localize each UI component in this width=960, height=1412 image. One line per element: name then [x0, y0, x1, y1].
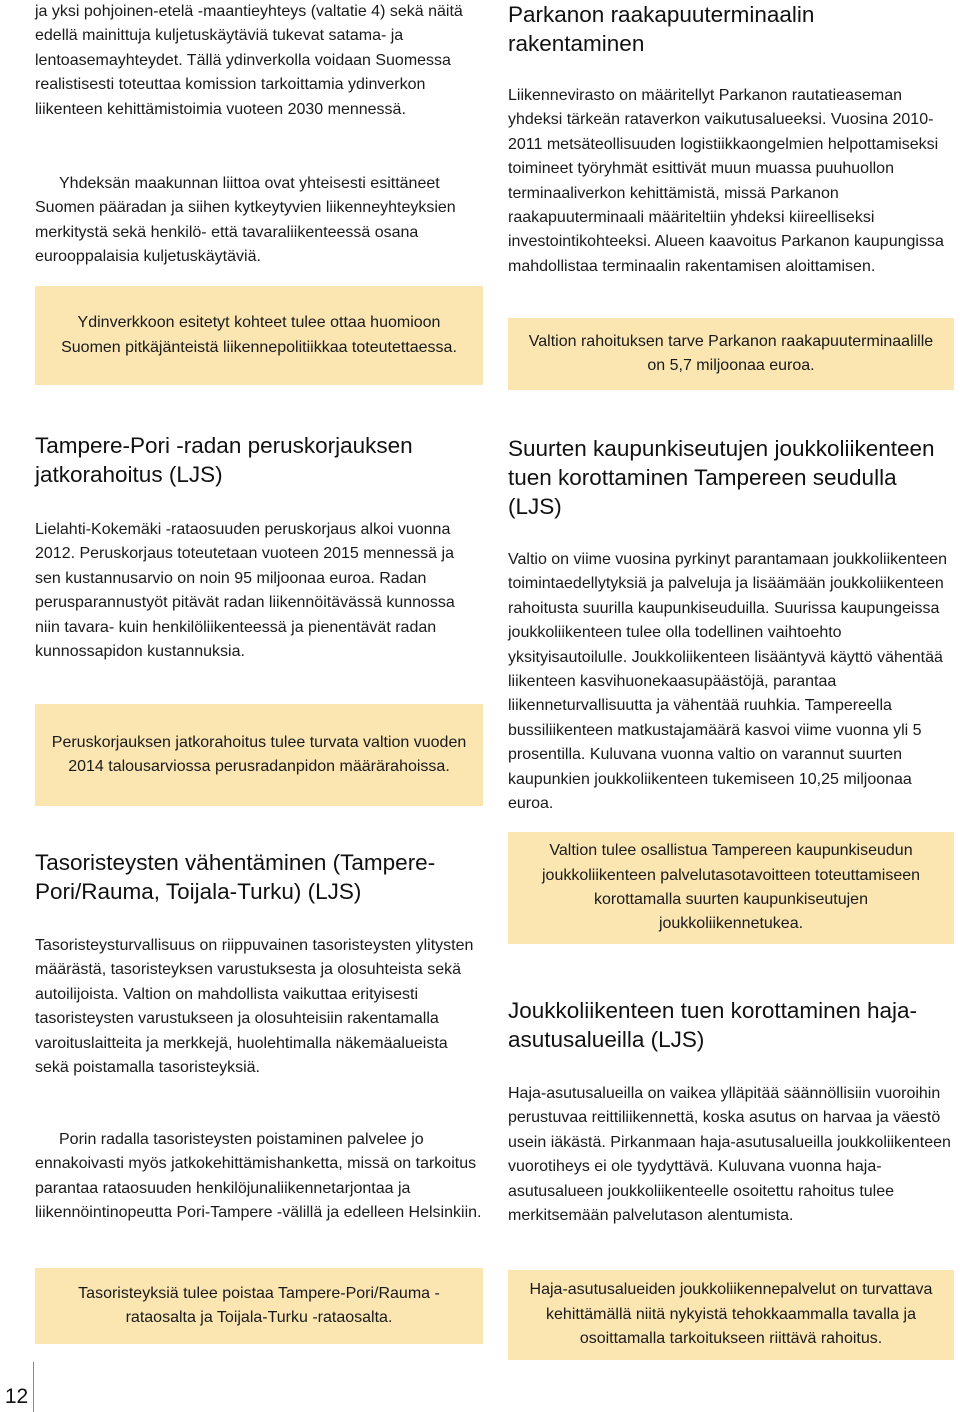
highlight-box-tampere-pori — [35, 704, 483, 806]
section-body: Haja-asutusalueilla on vaikea ylläpitää säännöllisiin vuoroihin perustuvaa reittiliikennettä, koska asutus on harvaa ja väestö usein iäkästä. Pirkanmaan haja-asutusalueilla joukkoliikenteen vuorotiheys ei ole tyydyttävä. Kuluvana vuonna haja-asutusalueen joukkoliikenteelle osoitettu rahoitus tulee merkitsemään palvelutason alentumista. — [508, 1085, 951, 1225]
highlight-box-core-network — [35, 286, 483, 385]
section-heading: Suurten kaupunkiseutujen joukkoliikenteen tuen korottaminen Tampereen seudulla (LJS) — [508, 436, 935, 519]
section-urban-transit-body — [508, 548, 954, 816]
highlight-box-rural-transit — [508, 1270, 954, 1360]
intro-text-2: Yhdeksän maakunnan liittoa ovat yhteisesti esittäneet Suomen pääradan ja siihen kytkeytyvien liikenneyhteyksien merkitystä sekä henkilö- että tavaraliikenteessä osana eurooppalaisia kuljetuskäytäviä. — [35, 175, 456, 266]
section-tampere-pori — [35, 431, 483, 489]
highlight-text: Valtion tulee osallistua Tampereen kaupunkiseudun joukkoliikenteen palvelutasotavoitteen toteuttamiseen korottamalla suurten kaupunkiseutujen joukkoliikennetukea. — [541, 842, 921, 933]
section-body: Valtio on viime vuosina pyrkinyt parantamaan joukkoliikenteen toimintaedellytyksiä ja palveluja ja lisäämään joukkoliikenteen rahoitusta suurilla kaupunkiseuduilla. Suurissa kaupungeissa joukkoliikenteen tulee olla todellinen vaihtoehto yksityisautoilulle. Joukkoliikenteen lisääntyvä käyttö vähentää liikenteen kasvihuonekaasupäästöjä, parantaa liikenneturvallisuutta ja vähentää ruuhkia. Tampereella bussiliikenteen matkustajamäärä kasvoi viime vuonna yli 5 prosentilla. Kuluvana vuonna valtio on varannut suurten kaupunkien joukkoliikenteen tukemiseen 10,25 miljoonaa euroa. — [508, 551, 948, 813]
highlight-box-parkano — [508, 318, 954, 390]
highlight-text: Haja-asutusalueiden joukkoliikennepalvelut on turvattava kehittämällä niitä nykyistä tehokkaammalla tavalla ja osoittamalla tarkoitukseen riittävä rahoitus. — [529, 1281, 933, 1348]
section-heading: Tasoristeysten vähentäminen (Tampere-Pori/Rauma, Toijala-Turku) (LJS) — [35, 850, 436, 904]
section-urban-transit — [508, 434, 954, 521]
highlight-text: Valtion rahoituksen tarve Parkanon raakapuuterminaalille on 5,7 miljoonaa euroa. — [528, 332, 934, 374]
page-number: 12 — [4, 1385, 29, 1408]
highlight-text: Tasoristeyksiä tulee poistaa Tampere-Pori/Rauma -rataosalta ja Toijala-Turku -rataosalta. — [78, 1284, 440, 1326]
intro-paragraph-2 — [35, 172, 483, 270]
section-parkano-body — [508, 84, 954, 279]
section-body-2: Porin radalla tasoristeysten poistaminen palvelee jo ennakoivasti myös jatkokehittämishanketta, missä on tarkoitus parantaa rataosuuden henkilöjunaliikennetarjontaa ja liikennöintinopeutta Pori-Tampere -välillä ja edelleen Helsinkiin. — [35, 1131, 482, 1222]
highlight-text: Ydinverkkoon esitetyt kohteet tulee ottaa huomioon Suomen pitkäjänteistä liikennepolitiikkaa toteutettaessa. — [61, 314, 457, 356]
highlight-text: Peruskorjauksen jatkorahoitus tulee turvata valtion vuoden 2014 talousarviossa perusradanpidon määrärahoissa. — [51, 733, 467, 775]
section-body: Liikennevirasto on määritellyt Parkanon rautatieaseman yhdeksi tärkeän rataverkon vaikutusalueeksi. Vuosina 2010-2011 metsäteollisuuden logistiikkaongelmien helpottamiseksi toimineet työryhmät esittivät muun muassa puuhuollon terminaaliverkon kehittämistä, missä Parkanon raakapuuterminaali määriteltiin yhdeksi kiireelliseksi investointikohteeksi. Alueen kaavoitus Parkanon kaupungissa mahdollistaa terminaalin rakentamisen aloittamisen. — [508, 87, 944, 275]
section-body: Lielahti-Kokemäki -rataosuuden peruskorjaus alkoi vuonna 2012. Peruskorjaus toteutetaan vuoteen 2015 mennessä ja sen kustannusarvio on noin 95 miljoonaa euroa. Radan perusparannustyöt pitävät radan liikennöitävässä kunnossa niin tavara- kuin henkilöliikenteessä ja pienentävät radan kunnossapidon kustannuksia. — [35, 521, 455, 661]
section-level-crossings-body — [35, 934, 483, 1080]
section-rural-transit-body — [508, 1082, 954, 1228]
section-tampere-pori-body — [35, 518, 483, 664]
section-heading: Joukkoliikenteen tuen korottaminen haja-asutusalueilla (LJS) — [508, 998, 917, 1052]
section-rural-transit — [508, 996, 954, 1054]
intro-paragraph-1 — [35, 0, 483, 122]
page-number-divider — [33, 1362, 34, 1412]
section-heading: Parkanon raakapuuterminaalin rakentaminen — [508, 2, 815, 56]
section-heading: Tampere-Pori -radan peruskorjauksen jatkorahoitus (LJS) — [35, 433, 413, 487]
section-level-crossings — [35, 848, 483, 906]
section-parkano — [508, 0, 954, 58]
highlight-box-urban-transit — [508, 832, 954, 944]
section-level-crossings-body-2 — [35, 1128, 483, 1226]
section-body: Tasoristeysturvallisuus on riippuvainen tasoristeysten ylitysten määrästä, tasoristeyksen varustuksesta ja olosuhteista sekä autoilijoista. Valtion on mahdollista vaikuttaa erityisesti tasoristeysten varustukseen ja olosuhteisiin rakentamalla varoituslaitteita ja merkkejä, huolehtimalla näkemäalueista sekä poistamalla tasoristeyksiä. — [35, 937, 474, 1077]
intro-text: ja yksi pohjoinen-etelä -maantieyhteys (valtatie 4) sekä näitä edellä mainittuja kuljetuskäytäviä tukevat satama- ja lentoasemayhteydet. Tällä ydinverkolla voidaan Suomessa realistisesti toteuttaa komission tarkoittamia ydinverkon liikenteen kehittämistoimia vuoteen 2030 mennessä. — [35, 3, 463, 118]
highlight-box-level-crossings — [35, 1268, 483, 1344]
